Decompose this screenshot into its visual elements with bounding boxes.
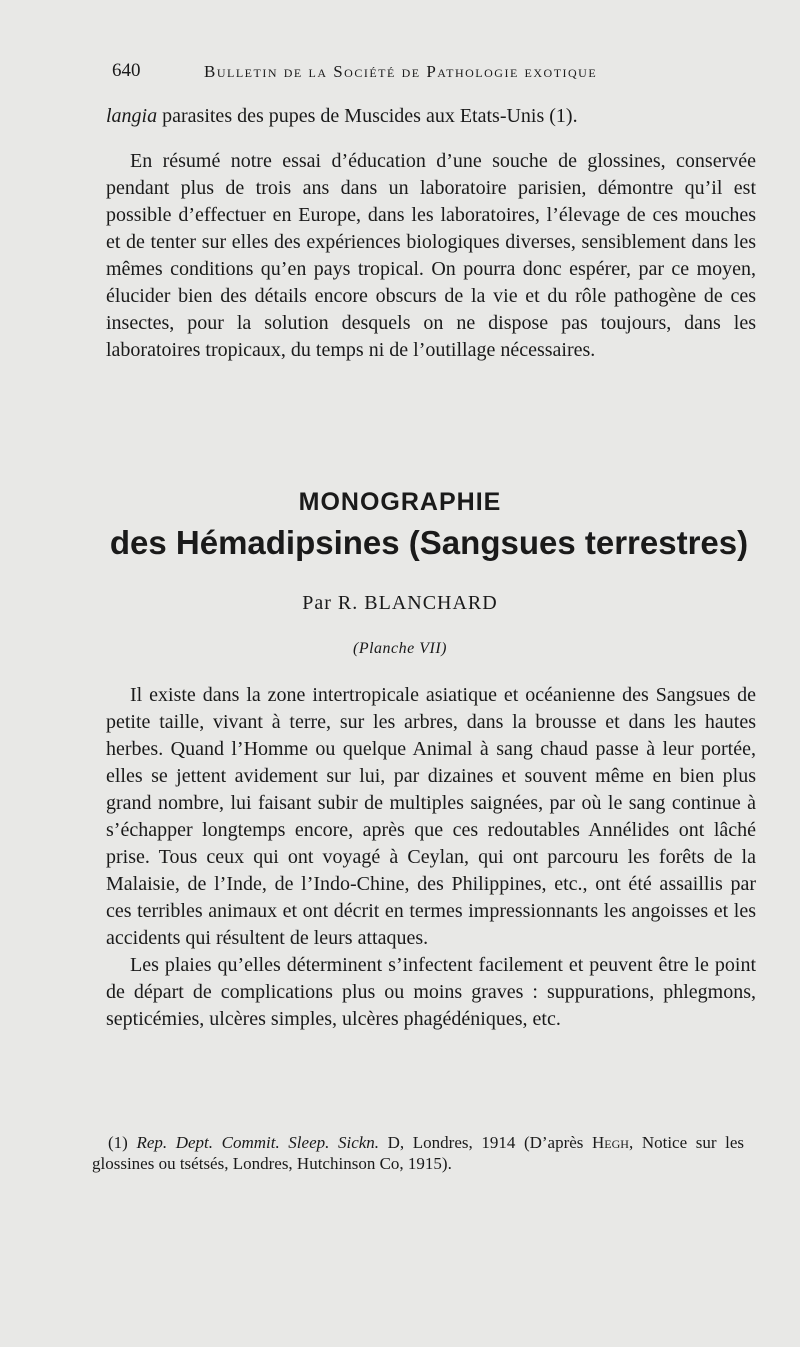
footnote-author: Hegh xyxy=(592,1133,629,1152)
plate-reference: (Planche VII) xyxy=(352,640,447,657)
footnote-text-a: D, Londres, 1914 (D’après xyxy=(379,1133,593,1152)
running-title: Bulletin de la Société de Pathologie exotique xyxy=(204,62,598,81)
article-author: Par R. BLANCHARD xyxy=(302,592,498,614)
conclusion-paragraph: En résumé notre essai d’éducation d’une souche de glossines, conservée pendant plus de trois ans dans un laboratoire parisien, démontre qu’il est possible d’effectuer en Europe, dans les laboratoires, l’élevage de ces mouches et de tenter sur elles des expériences biologiques diverses, sensiblement dans les mêmes conditions qu’en pays tropical. On pourra donc espérer, par ce moyen, élucider bien des détails encore obscurs de la vie et du rôle pathogène de ces insectes, pour la solution desquels on ne dispose pas toujours, dans les laboratoires tropicaux, du temps ni de l’outillage nécessaires. xyxy=(106,150,756,361)
footnote-text-b: , Notice sur les glossines ou tsétsés, Londres, Hutchinson Co, 1915). xyxy=(92,1133,745,1173)
article-paragraph-2: Les plaies qu’elles déterminent s’infectent facilement et peuvent être le point de départ de complications plus ou moins graves : suppurations, phlegmons, septicémies, ulcères simples, ulcères phagédéniques, etc. xyxy=(106,954,756,1030)
previous-article-continuation xyxy=(106,103,756,130)
article-paragraph-1: Il existe dans la zone intertropicale asiatique et océanienne des Sangsues de petite taille, vivant à terre, sur les arbres, dans la brousse et dans les hautes herbes. Quand l’Homme ou quelque Animal à sang chaud passe à leur portée, elles se jettent avidement sur lui, par dizaines et souvent même en bien plus grand nombre, lui faisant subir de multiples saignées, par où le sang continue à s’échapper longtemps encore, après que ces redoutables Annélides ont lâché prise. Tous ceux qui ont voyagé à Ceylan, qui ont parcouru les forêts de la Malaisie, de l’Inde, de l’Indo-Chine, des Philippines, etc., ont été assaillis par ces terribles animaux et ont décrit en termes impressionnants les angoisses et les accidents qui résultent de leurs attaques. xyxy=(106,684,756,949)
article-body xyxy=(106,682,756,1033)
footnote xyxy=(92,1132,744,1174)
page-header xyxy=(112,60,672,90)
footnote-marker: (1) xyxy=(108,1133,128,1152)
previous-article-conclusion xyxy=(106,148,756,364)
article-title-line1: MONOGRAPHIE xyxy=(298,488,502,516)
article-title-line2: des Hémadipsines (Sangsues terrestres) xyxy=(109,524,749,561)
footnote-source: Rep. Dept. Commit. Sleep. Sickn. xyxy=(136,1133,380,1152)
page-number: 640 xyxy=(112,60,141,81)
continuation-italic-word: langia xyxy=(106,105,158,127)
continuation-text: parasites des pupes de Muscides aux Etats-Unis (1). xyxy=(157,105,578,127)
continuation-paragraph xyxy=(106,103,756,130)
